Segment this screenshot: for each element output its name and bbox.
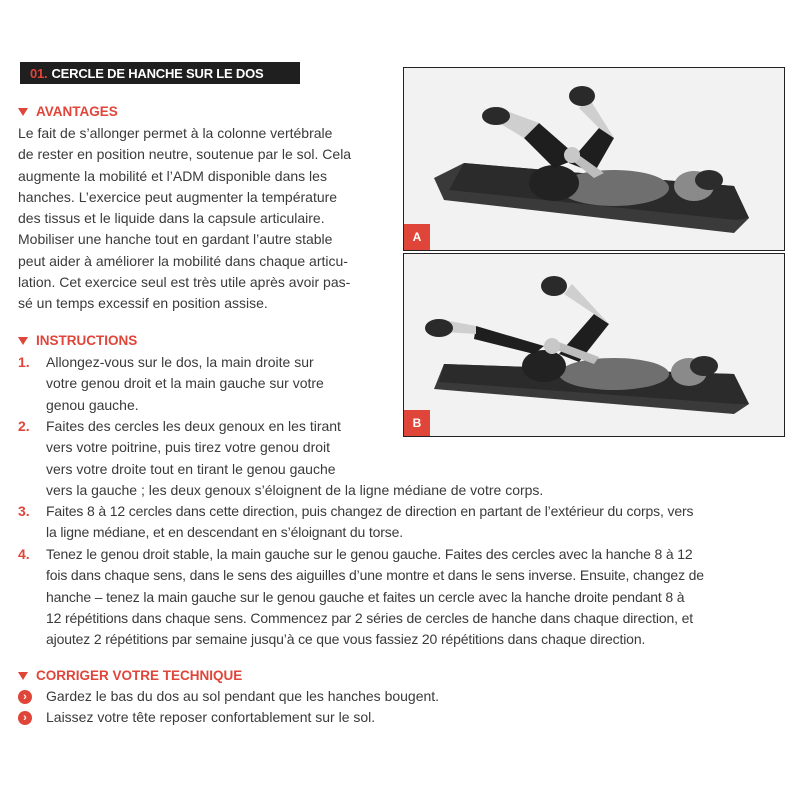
advantages-line: Mobiliser une hanche tout en gardant l’autre stable [18, 231, 333, 248]
exercise-illustration [404, 68, 784, 250]
instruction-line: vers votre poitrine, puis tirez votre genou droit [46, 439, 331, 456]
instruction-line: Faites 8 à 12 cercles dans cette direction, puis changez de direction en partant de l’extérieur du corps, vers [46, 503, 694, 519]
instruction-line: ajoutez 2 répétitions par semaine jusqu’à ce que vous fassiez 20 répétitions dans chaque direction. [46, 631, 646, 648]
advantages-heading [18, 104, 118, 119]
instructions-heading [18, 333, 137, 348]
technique-item [18, 707, 375, 728]
instruction-line: la ligne médiane, et en descendant en s’éloignant du torse. [46, 524, 403, 541]
advantages-line: peut aider à améliorer la mobilité dans chaque articu- [18, 252, 348, 269]
arrow-right-circle-icon: › [18, 711, 32, 725]
advantages-heading-label: AVANTAGES [36, 104, 118, 119]
advantages-line: de rester en position neutre, soutenue par le sol. Cela [18, 146, 352, 163]
arrow-right-circle-icon: › [18, 690, 32, 704]
advantages-line: hanches. L’exercice peut augmenter la température [18, 188, 338, 205]
triangle-down-icon [18, 337, 28, 345]
advantages-line: Le fait de s’allonger permet à la colonne vertébrale [18, 125, 333, 141]
advantages-line: sé un temps excessif en position assise. [18, 295, 268, 312]
instruction-line: votre genou droit et la main gauche sur votre [46, 375, 324, 392]
photo-label-b: B [404, 410, 430, 436]
instruction-line: fois dans chaque sens, dans le sens des aiguilles d’une montre et dans le sens inverse. Ensuite, changez de [46, 567, 704, 584]
instruction-line: Tenez le genou droit stable, la main gauche sur le genou gauche. Faites des cercles avec la hanche 8 à 12 [46, 546, 693, 562]
exercise-photo-b [403, 253, 785, 437]
instruction-line: 12 répétitions dans chaque sens. Commencez par 2 séries de cercles de hanche dans chaque direction, et [46, 609, 693, 626]
technique-item [18, 686, 439, 707]
instruction-line: Faites des cercles les deux genoux en les tirant [46, 418, 341, 434]
instruction-line: vers votre droite tout en tirant le genou gauche [46, 460, 336, 477]
technique-item-text: Laissez votre tête reposer confortablement sur le sol. [46, 709, 376, 725]
advantages-text [18, 123, 388, 315]
instruction-line: hanche – tenez la main gauche sur le genou gauche et faites un cercle avec la hanche droite pendant 8 à [46, 588, 685, 605]
instruction-number: 4. [18, 546, 30, 562]
instruction-line: Allongez-vous sur le dos, la main droite sur [46, 354, 314, 370]
photo-label-a: A [404, 224, 430, 250]
triangle-down-icon [18, 672, 28, 680]
technique-heading-label: CORRIGER VOTRE TECHNIQUE [36, 668, 243, 683]
exercise-number: 01. [30, 65, 48, 81]
technique-item-text: Gardez le bas du dos au sol pendant que les hanches bougent. [46, 688, 440, 704]
instruction-number: 2. [18, 418, 30, 434]
exercise-title-bar [20, 62, 300, 84]
exercise-title: CERCLE DE HANCHE SUR LE DOS [51, 65, 264, 81]
instruction-number: 3. [18, 503, 30, 519]
instruction-line: vers la gauche ; les deux genoux s’éloignent de la ligne médiane de votre corps. [46, 481, 544, 498]
instruction-number: 1. [18, 354, 30, 370]
instructions-heading-label: INSTRUCTIONS [36, 333, 138, 348]
triangle-down-icon [18, 108, 28, 116]
advantages-line: lation. Cet exercice seul est très utile après avoir pas- [18, 274, 351, 291]
exercise-illustration [404, 254, 784, 436]
exercise-photo-a [403, 67, 785, 251]
advantages-line: augmente la mobilité et l’ADM disponible dans les [18, 167, 327, 184]
technique-heading [18, 668, 242, 683]
advantages-line: des tissus et le liquide dans la capsule articulaire. [18, 210, 325, 227]
instruction-line: genou gauche. [46, 396, 139, 413]
